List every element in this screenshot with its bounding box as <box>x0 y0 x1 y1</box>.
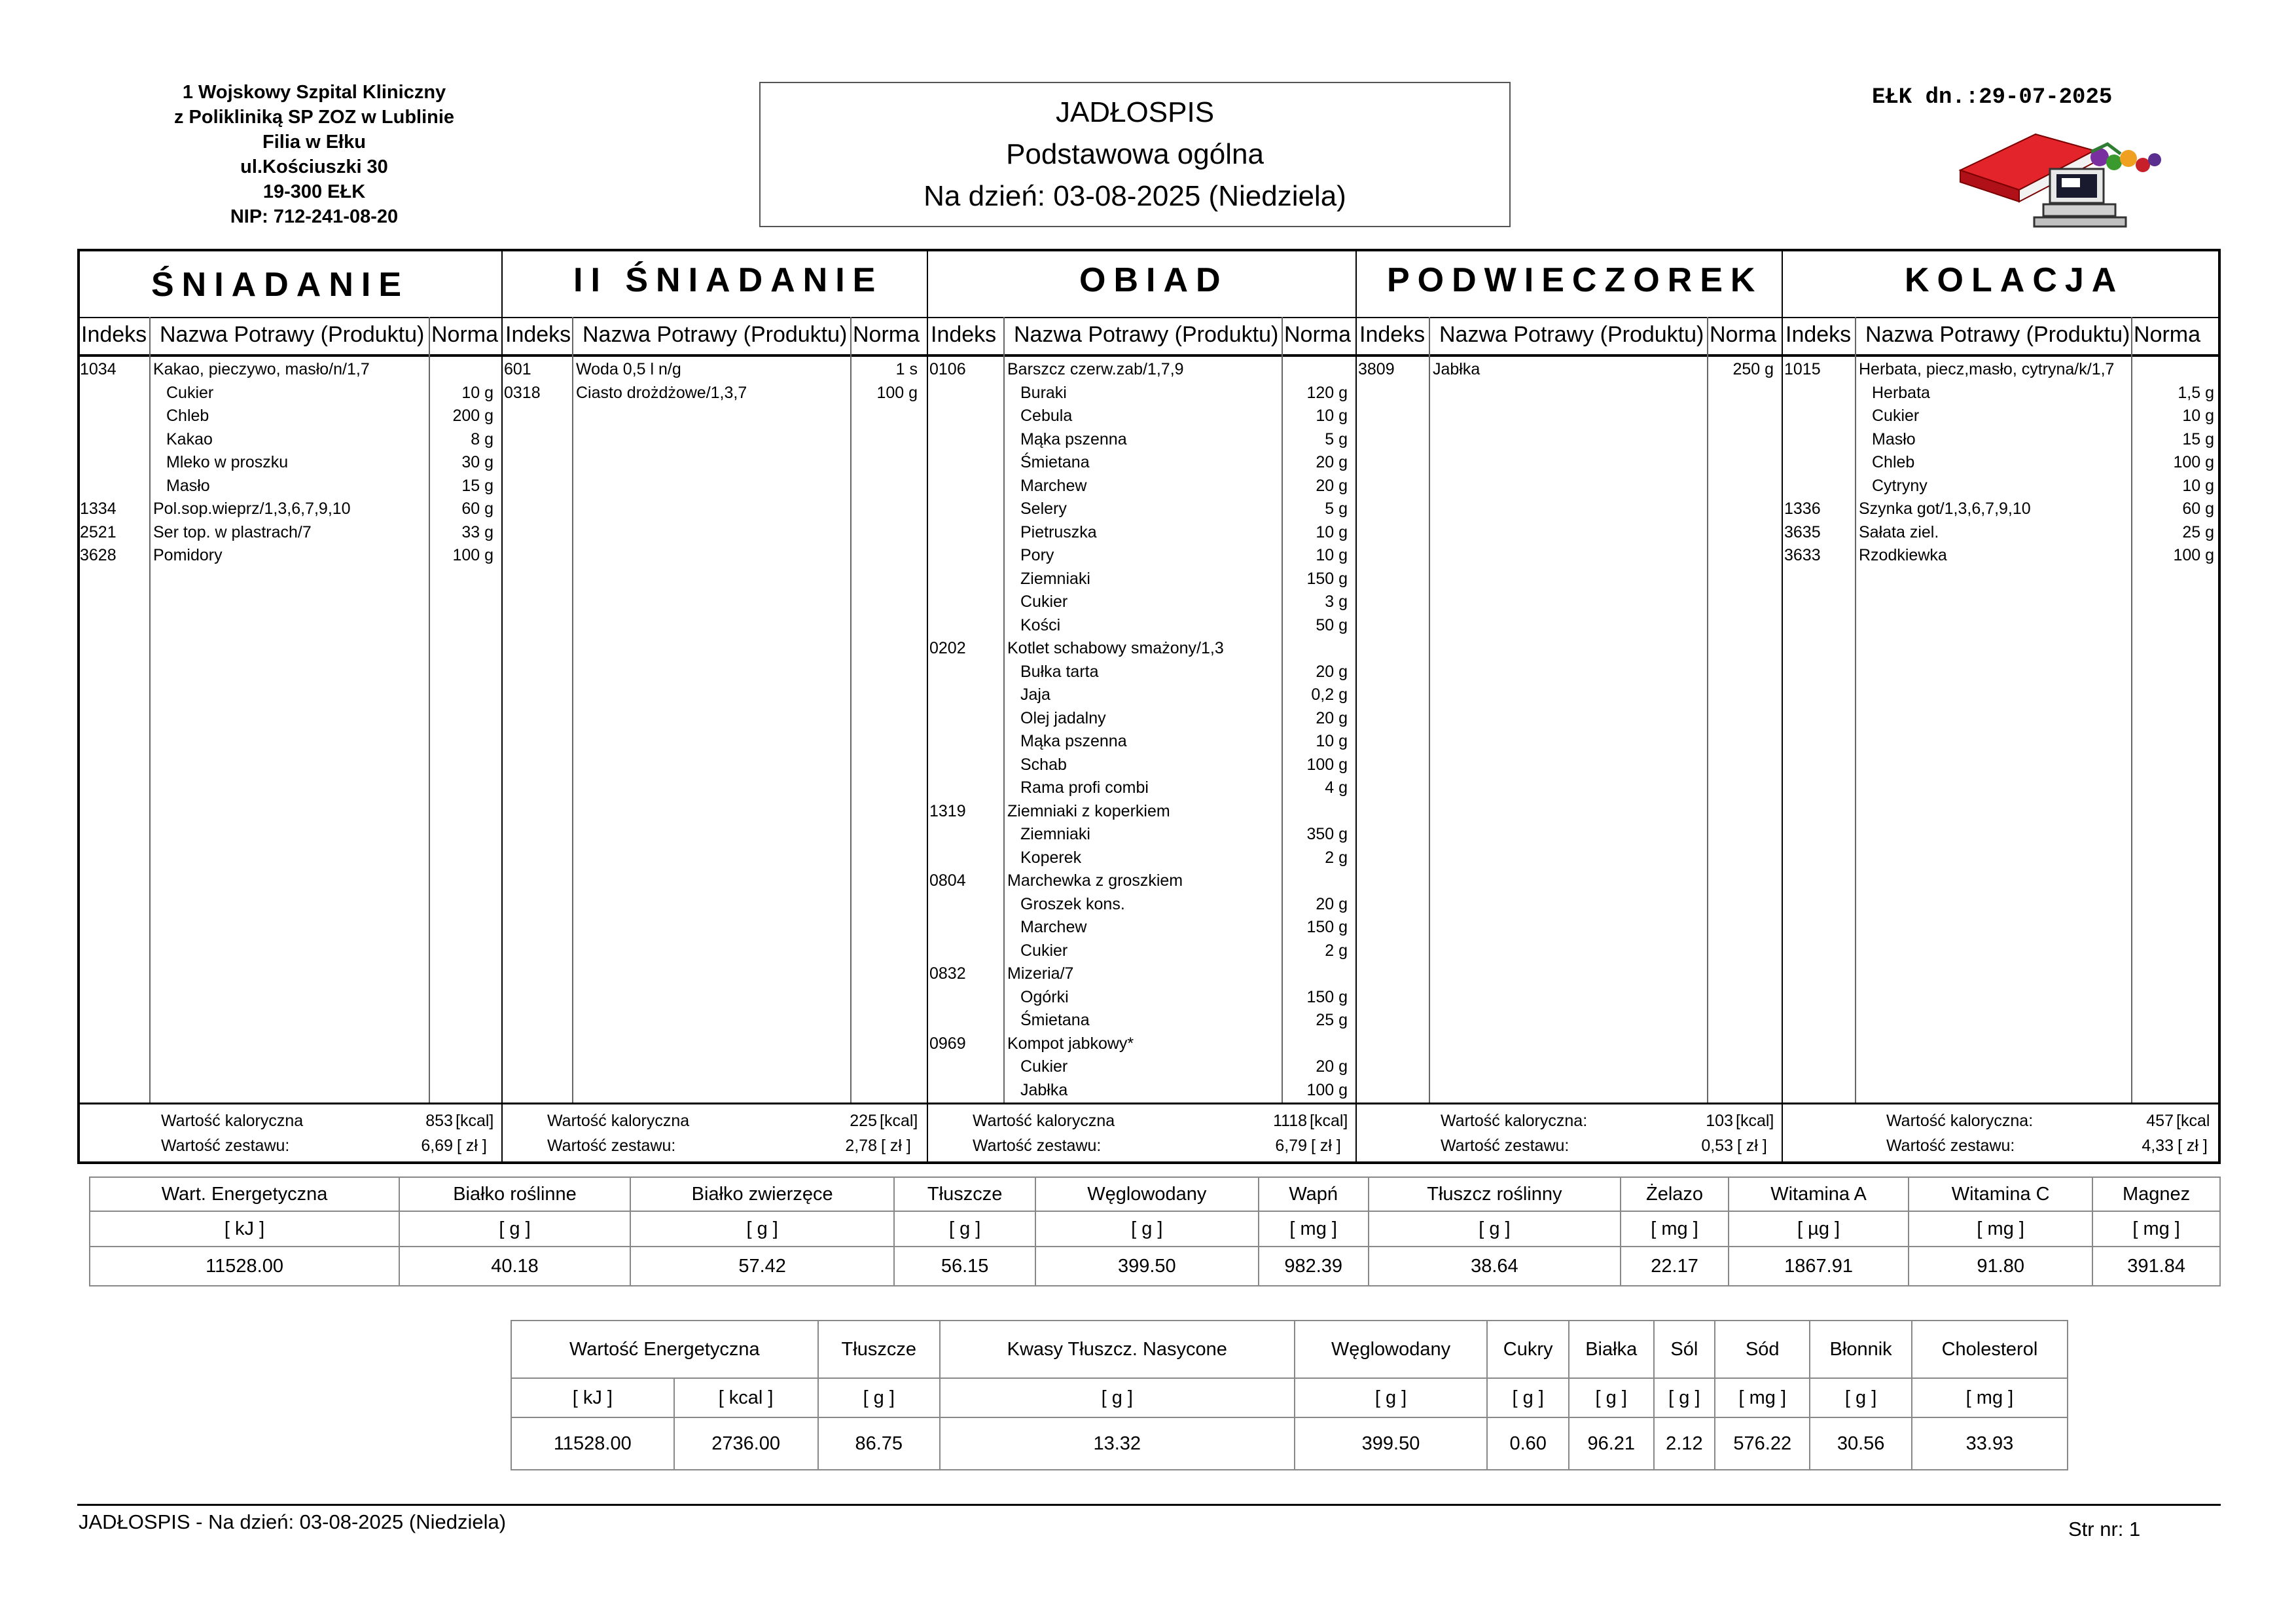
nutrient-header-cell: Magnez <box>2092 1177 2220 1211</box>
kcal-label: Wartość kaloryczna: <box>1886 1112 2034 1130</box>
kcal-label: Wartość kaloryczna <box>161 1112 304 1130</box>
price-unit: [ zł ] <box>1311 1137 1341 1155</box>
ingredient-name: Śmietana <box>1020 1011 1090 1029</box>
nutrient-unit-cell: [ g ] <box>1369 1211 1621 1247</box>
meal-title: PODWIECZOREK <box>1387 261 1763 299</box>
column-divider <box>850 317 852 1103</box>
meal-title: OBIAD <box>1079 261 1229 299</box>
kcal-label: Wartość kaloryczna <box>973 1112 1115 1130</box>
kcal-unit: [kcal] <box>1310 1112 1348 1130</box>
label-value-cell: 30.56 <box>1810 1417 1912 1470</box>
dish-name: Pol.sop.wieprz/1,3,6,7,9,10 <box>153 500 351 518</box>
nutrient-unit-cell: [ mg ] <box>1621 1211 1729 1247</box>
meal-title: II ŚNIADANIE <box>573 261 884 299</box>
kcal-value: 225 <box>850 1112 877 1130</box>
dish-name: Herbata, piecz,masło, cytryna/k/1,7 <box>1859 360 2115 378</box>
nutrient-unit-cell: [ g ] <box>894 1211 1035 1247</box>
row-index: 3809 <box>1358 360 1395 378</box>
row-index: 0318 <box>504 383 541 402</box>
section-divider <box>927 249 928 1164</box>
ingredient-name: Ziemniaki <box>1020 569 1090 588</box>
ingredient-name: Cukier <box>1872 407 1920 425</box>
col-header-norm: Norma <box>1284 322 1352 347</box>
label-unit-cell: [ mg ] <box>1912 1378 2068 1417</box>
nutrient-unit-cell: [ mg ] <box>2092 1211 2220 1247</box>
nutrition-table-1 <box>89 1176 2221 1286</box>
dish-name: Ciasto drożdżowe/1,3,7 <box>576 383 747 402</box>
row-index: 0832 <box>929 964 966 983</box>
row-norm: 20 g <box>1316 476 1348 495</box>
label-header-cell: Błonnik <box>1810 1321 1912 1378</box>
column-divider <box>149 317 151 1103</box>
row-norm: 25 g <box>2182 522 2214 541</box>
label-unit <box>511 1378 2068 1417</box>
header-rule <box>77 317 2221 318</box>
ingredient-name: Cukier <box>166 383 214 402</box>
row-norm: 100 g <box>452 546 493 564</box>
row-norm: 15 g <box>461 476 493 495</box>
row-norm: 20 g <box>1316 453 1348 471</box>
dish-name: Pomidory <box>153 546 223 564</box>
label-unit-cell: [ g ] <box>1810 1378 1912 1417</box>
ingredient-name: Jabłka <box>1020 1080 1068 1099</box>
col-header-name: Nazwa Potrawy (Produktu) <box>583 322 848 347</box>
nutrient-header <box>90 1177 2220 1211</box>
price-value: 6,69 <box>421 1137 453 1155</box>
row-norm: 60 g <box>2182 500 2214 518</box>
ingredient-name: Marchew <box>1020 918 1087 936</box>
nutrient-unit <box>90 1211 2220 1247</box>
section-divider <box>1782 249 1783 1164</box>
column-divider <box>1429 317 1430 1103</box>
price-value: 4,33 <box>2142 1137 2174 1155</box>
label-header-cell: Białka <box>1569 1321 1654 1378</box>
ingredient-name: Mąka pszenna <box>1020 429 1127 448</box>
col-header-index: Indeks <box>81 322 147 347</box>
row-index: 1336 <box>1784 500 1821 518</box>
row-index: 3633 <box>1784 546 1821 564</box>
ingredient-name: Cukier <box>1020 941 1068 960</box>
row-index: 2521 <box>80 522 117 541</box>
kcal-label: Wartość kaloryczna <box>547 1112 690 1130</box>
row-norm: 2 g <box>1325 848 1348 867</box>
nutrient-header-cell: Żelazo <box>1621 1177 1729 1211</box>
col-header-name: Nazwa Potrawy (Produktu) <box>1865 322 2130 347</box>
dish-name: Jabłka <box>1433 360 1480 378</box>
ingredient-name: Ziemniaki <box>1020 825 1090 843</box>
dish-name: Kotlet schabowy smażony/1,3 <box>1007 639 1224 657</box>
row-norm: 350 g <box>1306 825 1348 843</box>
row-norm: 100 g <box>1306 755 1348 774</box>
label-unit-cell: [ mg ] <box>1715 1378 1810 1417</box>
col-header-index: Indeks <box>505 322 571 347</box>
kcal-value: 103 <box>1706 1112 1733 1130</box>
label-unit-cell: [ g ] <box>1569 1378 1654 1417</box>
ingredient-name: Buraki <box>1020 383 1067 402</box>
price-label: Wartość zestawu: <box>973 1137 1102 1155</box>
kcal-unit: [kcal] <box>880 1112 918 1130</box>
col-header-norm: Norma <box>1710 322 1777 347</box>
diet-type: Podstawowa ogólna <box>1006 138 1264 170</box>
ingredient-name: Masło <box>1872 429 1916 448</box>
row-norm: 5 g <box>1325 429 1348 448</box>
row-norm: 250 g <box>1732 360 1774 378</box>
nutrient-value-cell: 399.50 <box>1035 1247 1259 1286</box>
kcal-unit: [kcal] <box>1736 1112 1774 1130</box>
dish-name: Woda 0,5 l n/g <box>576 360 681 378</box>
ingredient-name: Śmietana <box>1020 453 1090 471</box>
label-value-cell: 399.50 <box>1295 1417 1488 1470</box>
ingredient-name: Mąka pszenna <box>1020 732 1127 750</box>
ingredient-name: Marchew <box>1020 476 1087 495</box>
nutrient-value <box>90 1247 2220 1286</box>
nutrient-value-cell: 57.42 <box>630 1247 894 1286</box>
row-norm: 3 g <box>1325 593 1348 611</box>
dish-name: Mizeria/7 <box>1007 964 1074 983</box>
row-norm: 10 g <box>2182 476 2214 495</box>
ingredient-name: Cytryny <box>1872 476 1928 495</box>
row-norm: 20 g <box>1316 662 1348 681</box>
label-value <box>511 1417 2068 1470</box>
nutrient-value-cell: 1867.91 <box>1729 1247 1909 1286</box>
label-unit-cell: [ g ] <box>1487 1378 1568 1417</box>
page-title: JADŁOSPIS <box>1055 96 1215 128</box>
label-value-cell: 11528.00 <box>511 1417 674 1470</box>
label-header-cell: Wartość Energetyczna <box>511 1321 818 1378</box>
ingredient-name: Mleko w proszku <box>166 453 289 471</box>
dish-name: Marchewka z groszkiem <box>1007 871 1183 890</box>
row-norm: 20 g <box>1316 894 1348 913</box>
nutrient-header-cell: Wart. Energetyczna <box>90 1177 399 1211</box>
row-norm: 100 g <box>2173 546 2214 564</box>
row-norm: 30 g <box>461 453 493 471</box>
row-index: 0202 <box>929 639 966 657</box>
row-norm: 150 g <box>1306 569 1348 588</box>
col-header-index: Indeks <box>931 322 997 347</box>
ingredient-name: Herbata <box>1872 383 1930 402</box>
ingredient-name: Ogórki <box>1020 987 1069 1006</box>
row-index: 1034 <box>80 360 117 378</box>
row-norm: 1 s <box>895 360 918 378</box>
row-norm: 10 g <box>461 383 493 402</box>
ingredient-name: Cukier <box>1020 1057 1068 1076</box>
row-index: 0804 <box>929 871 966 890</box>
nutrient-value-cell: 40.18 <box>399 1247 630 1286</box>
nutrient-value-cell: 38.64 <box>1369 1247 1621 1286</box>
row-norm: 4 g <box>1325 778 1348 797</box>
price-unit: [ zł ] <box>457 1137 487 1155</box>
label-unit-cell: [ kcal ] <box>674 1378 818 1417</box>
label-value-cell: 2736.00 <box>674 1417 818 1470</box>
col-header-name: Nazwa Potrawy (Produktu) <box>160 322 425 347</box>
row-norm: 20 g <box>1316 1057 1348 1076</box>
label-unit-cell: [ g ] <box>818 1378 940 1417</box>
ingredient-name: Groszek kons. <box>1020 894 1125 913</box>
nutrient-header-cell: Wapń <box>1259 1177 1369 1211</box>
label-header <box>511 1321 2068 1378</box>
price-label: Wartość zestawu: <box>1886 1137 2015 1155</box>
row-index: 601 <box>504 360 531 378</box>
dish-name: Ser top. w plastrach/7 <box>153 522 312 541</box>
price-label: Wartość zestawu: <box>547 1137 676 1155</box>
column-divider <box>572 317 573 1103</box>
row-norm: 50 g <box>1316 615 1348 634</box>
title-box <box>759 82 1511 227</box>
row-norm: 120 g <box>1306 383 1348 402</box>
dish-name: Barszcz czerw.zab/1,7,9 <box>1007 360 1184 378</box>
row-index: 3635 <box>1784 522 1821 541</box>
dish-name: Szynka got/1,3,6,7,9,10 <box>1859 500 2031 518</box>
ingredient-name: Pory <box>1020 546 1054 564</box>
ingredient-name: Rama profi combi <box>1020 778 1149 797</box>
nutrient-header-cell: Witamina A <box>1729 1177 1909 1211</box>
col-header-index: Indeks <box>1785 322 1852 347</box>
nutrient-header-cell: Witamina C <box>1909 1177 2092 1211</box>
nutrient-unit-cell: [ g ] <box>1035 1211 1259 1247</box>
label-value-cell: 33.93 <box>1912 1417 2068 1470</box>
row-norm: 5 g <box>1325 500 1348 518</box>
label-header-cell: Tłuszcze <box>818 1321 940 1378</box>
nutrient-value-cell: 982.39 <box>1259 1247 1369 1286</box>
row-index: 0969 <box>929 1034 966 1053</box>
price-unit: [ zł ] <box>1737 1137 1767 1155</box>
row-norm: 0,2 g <box>1311 685 1348 704</box>
ingredient-name: Kakao <box>166 429 213 448</box>
label-unit-cell: [ kJ ] <box>511 1378 674 1417</box>
label-header-cell: Cukry <box>1487 1321 1568 1378</box>
label-value-cell: 86.75 <box>818 1417 940 1470</box>
ingredient-name: Pietruszka <box>1020 522 1097 541</box>
label-unit-cell: [ g ] <box>1654 1378 1715 1417</box>
nutrient-unit-cell: [ g ] <box>399 1211 630 1247</box>
kcal-unit: [kcal <box>2176 1112 2210 1130</box>
book-and-computer-icon <box>1957 131 2173 229</box>
col-header-norm: Norma <box>2134 322 2201 347</box>
row-norm: 200 g <box>452 407 493 425</box>
nutrient-value-cell: 391.84 <box>2092 1247 2220 1286</box>
row-norm: 2 g <box>1325 941 1348 960</box>
row-norm: 150 g <box>1306 987 1348 1006</box>
column-divider <box>1003 317 1005 1103</box>
row-norm: 15 g <box>2182 429 2214 448</box>
hospital-line: z Polikliniką SP ZOZ w Lublinie <box>173 107 455 128</box>
summary-rule <box>77 1103 2221 1104</box>
row-norm: 100 g <box>1306 1080 1348 1099</box>
ingredient-name: Olej jadalny <box>1020 708 1106 727</box>
label-value-cell: 2.12 <box>1654 1417 1715 1470</box>
row-index: 1015 <box>1784 360 1821 378</box>
ingredient-name: Cukier <box>1020 593 1068 611</box>
ingredient-name: Selery <box>1020 500 1067 518</box>
nutrition-table-2 <box>511 1320 2068 1470</box>
kcal-label: Wartość kaloryczna: <box>1441 1112 1588 1130</box>
row-index: 1334 <box>80 500 117 518</box>
label-value-cell: 576.22 <box>1715 1417 1810 1470</box>
row-index: 0106 <box>929 360 966 378</box>
ingredient-name: Kości <box>1020 615 1061 634</box>
nutrient-value-cell: 22.17 <box>1621 1247 1729 1286</box>
dish-name: Sałata ziel. <box>1859 522 1939 541</box>
dish-name: Kompot jabkowy* <box>1007 1034 1134 1053</box>
row-norm: 10 g <box>1316 522 1348 541</box>
col-header-name: Nazwa Potrawy (Produktu) <box>1439 322 1704 347</box>
label-value-cell: 13.32 <box>940 1417 1295 1470</box>
dish-name: Kakao, pieczywo, masło/n/1,7 <box>153 360 370 378</box>
footer-rule <box>77 1504 2221 1506</box>
ingredient-name: Chleb <box>1872 453 1915 471</box>
dish-name: Ziemniaki z koperkiem <box>1007 801 1170 820</box>
hospital-line: 19-300 EŁK <box>262 181 366 202</box>
label-header-cell: Sód <box>1715 1321 1810 1378</box>
price-label: Wartość zestawu: <box>161 1137 290 1155</box>
price-value: 2,78 <box>845 1137 877 1155</box>
row-norm: 33 g <box>461 522 493 541</box>
row-norm: 10 g <box>1316 732 1348 750</box>
ingredient-name: Bułka tarta <box>1020 662 1099 681</box>
kcal-value: 1118 <box>1273 1112 1307 1130</box>
nutrient-header-cell: Tłuszcze <box>894 1177 1035 1211</box>
ingredient-name: Cebula <box>1020 407 1073 425</box>
row-norm: 8 g <box>471 429 493 448</box>
row-norm: 10 g <box>2182 407 2214 425</box>
price-value: 0,53 <box>1701 1137 1733 1155</box>
nutrient-header-cell: Tłuszcz roślinny <box>1369 1177 1621 1211</box>
hospital-line: Filia w Ełku <box>262 132 366 153</box>
label-unit-cell: [ g ] <box>1295 1378 1488 1417</box>
label-header-cell: Cholesterol <box>1912 1321 2068 1378</box>
row-norm: 25 g <box>1316 1011 1348 1029</box>
col-header-name: Nazwa Potrawy (Produktu) <box>1014 322 1279 347</box>
hospital-line: NIP: 712-241-08-20 <box>230 206 399 227</box>
row-norm: 150 g <box>1306 918 1348 936</box>
ingredient-name: Koperek <box>1020 848 1082 867</box>
kcal-value: 853 <box>425 1112 453 1130</box>
price-unit: [ zł ] <box>881 1137 911 1155</box>
row-norm: 100 g <box>2173 453 2214 471</box>
kcal-value: 457 <box>2146 1112 2174 1130</box>
label-value-cell: 96.21 <box>1569 1417 1654 1470</box>
nutrient-unit-cell: [ mg ] <box>1909 1211 2092 1247</box>
ingredient-name: Chleb <box>166 407 209 425</box>
label-value-cell: 0.60 <box>1487 1417 1568 1470</box>
row-index: 1319 <box>929 801 966 820</box>
label-header-cell: Sól <box>1654 1321 1715 1378</box>
row-norm: 10 g <box>1316 407 1348 425</box>
column-header-rule <box>77 354 2221 357</box>
meal-title: KOLACJA <box>1905 261 2125 299</box>
section-divider <box>501 249 503 1164</box>
price-label: Wartość zestawu: <box>1441 1137 1570 1155</box>
column-divider <box>1855 317 1856 1103</box>
nutrient-unit-cell: [ kJ ] <box>90 1211 399 1247</box>
price-value: 6,79 <box>1275 1137 1307 1155</box>
issue-date: EŁK dn.:29-07-2025 <box>1872 85 2113 110</box>
row-norm: 10 g <box>1316 546 1348 564</box>
page-number: Str nr: 1 <box>2068 1518 2141 1541</box>
nutrient-header-cell: Białko zwierzęce <box>630 1177 894 1211</box>
meal-title: ŚNIADANIE <box>151 266 410 304</box>
ingredient-name: Jaja <box>1020 685 1050 704</box>
row-norm: 20 g <box>1316 708 1348 727</box>
col-header-index: Indeks <box>1359 322 1426 347</box>
label-header-cell: Kwasy Tłuszcz. Nasycone <box>940 1321 1295 1378</box>
col-header-norm: Norma <box>853 322 920 347</box>
nutrient-header-cell: Węglowodany <box>1035 1177 1259 1211</box>
ingredient-name: Schab <box>1020 755 1067 774</box>
nutrient-header-cell: Białko roślinne <box>399 1177 630 1211</box>
nutrient-value-cell: 11528.00 <box>90 1247 399 1286</box>
nutrient-unit-cell: [ µg ] <box>1729 1211 1909 1247</box>
section-divider <box>1355 249 1357 1164</box>
nutrient-unit-cell: [ g ] <box>630 1211 894 1247</box>
row-norm: 60 g <box>461 500 493 518</box>
hospital-address <box>118 80 511 229</box>
hospital-line: ul.Kościuszki 30 <box>240 156 388 177</box>
hospital-line: 1 Wojskowy Szpital Kliniczny <box>182 82 446 103</box>
nutrient-value-cell: 56.15 <box>894 1247 1035 1286</box>
row-index: 3628 <box>80 546 117 564</box>
footer-left: JADŁOSPIS - Na dzień: 03-08-2025 (Niedziela) <box>79 1510 507 1533</box>
label-unit-cell: [ g ] <box>940 1378 1295 1417</box>
dish-name: Rzodkiewka <box>1859 546 1947 564</box>
menu-date: Na dzień: 03-08-2025 (Niedziela) <box>924 180 1346 212</box>
kcal-unit: [kcal] <box>456 1112 494 1130</box>
row-norm: 100 g <box>876 383 918 402</box>
col-header-norm: Norma <box>431 322 499 347</box>
column-divider <box>1707 317 1708 1103</box>
row-norm: 1,5 g <box>2178 383 2214 402</box>
nutrient-unit-cell: [ mg ] <box>1259 1211 1369 1247</box>
nutrient-value-cell: 91.80 <box>1909 1247 2092 1286</box>
ingredient-name: Masło <box>166 476 210 495</box>
price-unit: [ zł ] <box>2178 1137 2208 1155</box>
label-header-cell: Węglowodany <box>1295 1321 1488 1378</box>
